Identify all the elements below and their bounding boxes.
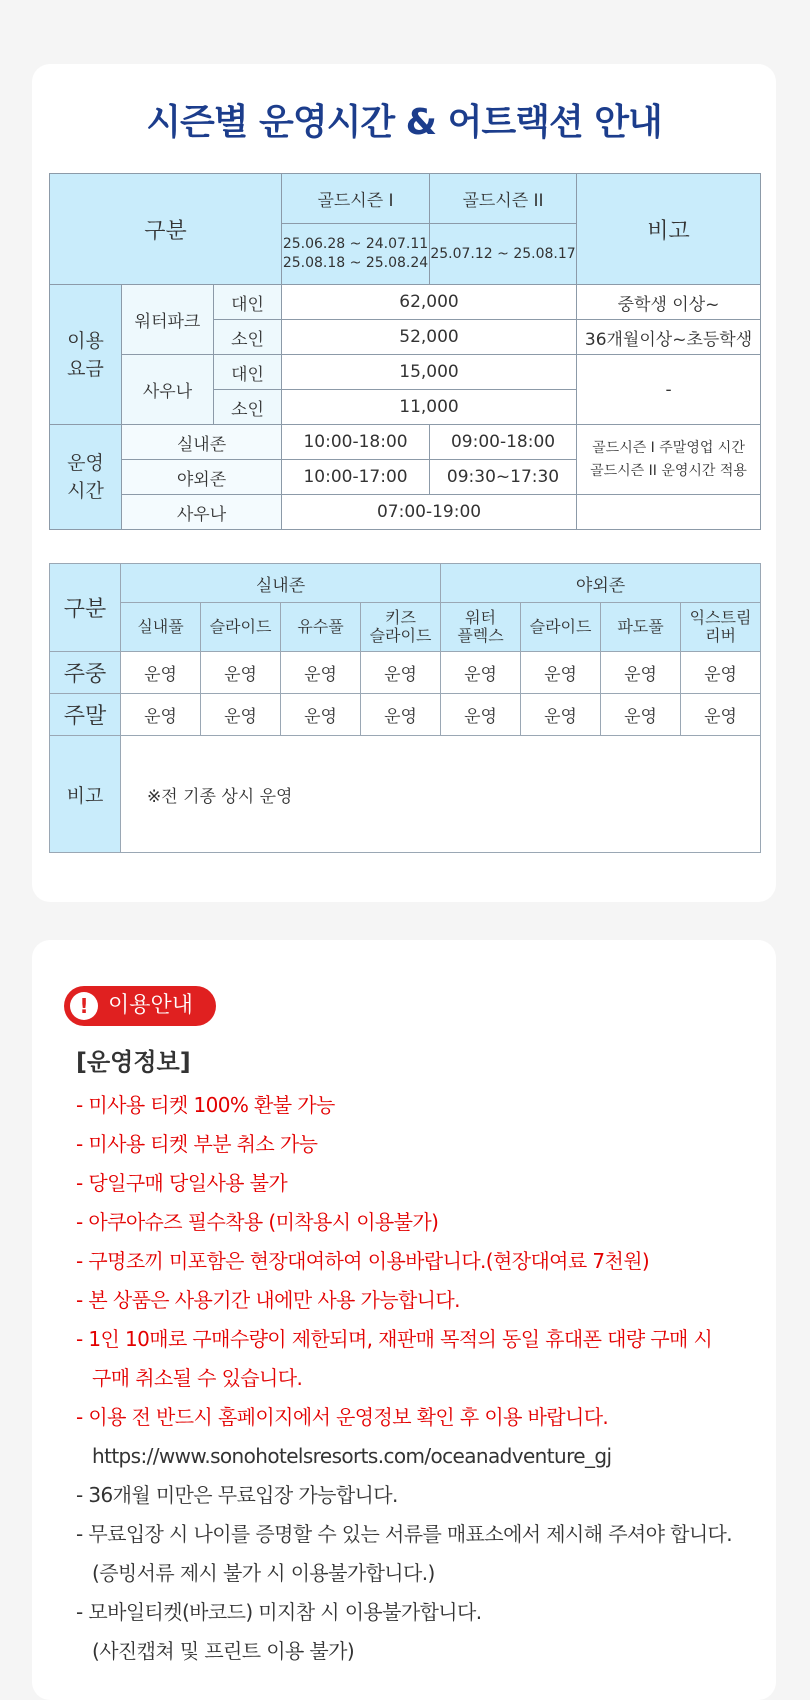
- waterpark-child-price: 52,000: [282, 320, 577, 355]
- fee-label: [50, 285, 122, 425]
- weekend-status: 운영: [441, 694, 521, 736]
- notice-badge-label: 이용안내: [108, 993, 194, 1018]
- weekend-status: 운영: [361, 694, 441, 736]
- indoor-gold2-hours: 09:00-18:00: [430, 425, 577, 460]
- notice-line: (사진캡쳐 및 프린트 이용 불가): [92, 1639, 355, 1663]
- note-adult: 중학생 이상~: [577, 285, 761, 320]
- attraction-bigo-text: ※전 기종 상시 운영: [121, 736, 761, 853]
- weekend-label: 주말: [50, 694, 121, 736]
- attraction-extreme-river: [681, 603, 761, 652]
- sauna-hours: 07:00-19:00: [282, 495, 577, 530]
- fee-label-line-1: 이용: [67, 329, 104, 352]
- exclamation-icon: !: [70, 992, 98, 1020]
- attraction-bigo-label: 비고: [50, 736, 121, 853]
- weekend-status: 운영: [521, 694, 601, 736]
- sauna-label: 사우나: [122, 355, 214, 425]
- gold-season-1-dates: [282, 224, 430, 285]
- header-gubun: 구분: [50, 174, 282, 285]
- sauna-hours-note: [577, 495, 761, 530]
- weekday-status: 운영: [521, 652, 601, 694]
- notice-line: (증빙서류 제시 불가 시 이용불가합니다.): [92, 1561, 435, 1585]
- notice-line: - 이용 전 반드시 홈페이지에서 운영정보 확인 후 이용 바랍니다.: [76, 1405, 609, 1429]
- attraction-name-line-2: 리버: [705, 626, 736, 645]
- attraction-name: 슬라이드: [209, 617, 272, 636]
- weekday-status: 운영: [681, 652, 761, 694]
- attraction-name: 키즈: [385, 608, 416, 627]
- attraction-header-outdoor: 야외존: [441, 564, 761, 603]
- notice-line: https://www.sonohotelsresorts.com/oceanadventure_gj: [92, 1444, 612, 1468]
- weekday-status: 운영: [201, 652, 281, 694]
- waterpark-adult-label: 대인: [214, 285, 282, 320]
- notice-line: - 아쿠아슈즈 필수착용 (미착용시 이용불가): [76, 1210, 439, 1234]
- page-title: 시즌별 운영시간 & 어트랙션 안내: [146, 102, 662, 143]
- operation-note: [577, 425, 761, 495]
- operation-label-line-1: 운영: [67, 452, 104, 474]
- attraction-indoor-slide: [201, 603, 281, 652]
- weekend-status: 운영: [121, 694, 201, 736]
- header-gold-season-2: 골드시즌 II: [430, 174, 577, 224]
- gold-season-1-date-range-2: 25.08.18 ~ 25.08.24: [282, 255, 429, 271]
- attraction-water-flex: [441, 603, 521, 652]
- notice-line: - 구명조끼 미포함은 현장대여하여 이용바랍니다.(현장대여료 7천원): [76, 1249, 650, 1273]
- attraction-name: 워터: [465, 608, 496, 627]
- fee-label-line-2: 요금: [67, 357, 104, 380]
- waterpark-label: 워터파크: [122, 285, 214, 355]
- weekday-status: 운영: [361, 652, 441, 694]
- operation-label: [50, 425, 122, 530]
- operation-note-line-1: 골드시즌 I 주말영업 시간: [592, 439, 745, 456]
- indoor-gold1-hours: 10:00-18:00: [282, 425, 430, 460]
- attraction-name: 익스트림: [689, 608, 752, 627]
- waterpark-adult-price: 62,000: [282, 285, 577, 320]
- attraction-header-indoor: 실내존: [121, 564, 441, 603]
- operation-info-heading: [운영정보]: [76, 1048, 191, 1076]
- notice-line: - 미사용 티켓 부분 취소 가능: [76, 1132, 318, 1156]
- notice-line: - 무료입장 시 나이를 증명할 수 있는 서류를 매표소에서 제시해 주셔야 합니다.: [76, 1522, 733, 1546]
- sauna-adult-label: 대인: [214, 355, 282, 390]
- gold-season-2-dates: 25.07.12 ~ 25.08.17: [430, 224, 577, 285]
- attraction-table: [49, 563, 761, 853]
- notice-line: - 본 상품은 사용기간 내에만 사용 가능합니다.: [76, 1288, 460, 1312]
- operation-label-line-2: 시간: [67, 480, 104, 502]
- sauna-hours-label: 사우나: [122, 495, 282, 530]
- header-bigo: 비고: [577, 174, 761, 285]
- waterpark-child-label: 소인: [214, 320, 282, 355]
- indoor-zone-label: 실내존: [122, 425, 282, 460]
- sauna-adult-price: 15,000: [282, 355, 577, 390]
- weekday-status: 운영: [121, 652, 201, 694]
- attraction-indoor-pool: [121, 603, 201, 652]
- fee-hours-table: [49, 173, 761, 530]
- operation-note-line-2: 골드시즌 II 운영시간 적용: [590, 462, 747, 479]
- weekend-status: 운영: [201, 694, 281, 736]
- outdoor-gold2-hours: 09:30~17:30: [430, 460, 577, 495]
- note-child: 36개월이상~초등학생: [577, 320, 761, 355]
- gold-season-1-date-range-1: 25.06.28 ~ 24.07.11: [282, 236, 429, 252]
- weekend-status: 운영: [681, 694, 761, 736]
- notice-list: [76, 1086, 766, 1671]
- notice-line: - 모바일티켓(바코드) 미지참 시 이용불가합니다.: [76, 1600, 482, 1624]
- season-schedule-card: [32, 64, 776, 902]
- attraction-lazy-river: [281, 603, 361, 652]
- note-sauna: -: [577, 355, 761, 425]
- attraction-name: 파도풀: [617, 617, 664, 636]
- notice-line: - 당일구매 당일사용 불가: [76, 1171, 288, 1195]
- attraction-header-gubun: 구분: [50, 564, 121, 652]
- notice-line: - 미사용 티켓 100% 환불 가능: [76, 1093, 335, 1117]
- notice-line: 구매 취소될 수 있습니다.: [92, 1366, 303, 1390]
- attraction-wave-pool: [601, 603, 681, 652]
- notice-line: - 1인 10매로 구매수량이 제한되며, 재판매 목적의 동일 휴대폰 대량 구매 시: [76, 1327, 713, 1351]
- attraction-name: 슬라이드: [529, 617, 592, 636]
- outdoor-zone-label: 야외존: [122, 460, 282, 495]
- attraction-name: 유수풀: [297, 617, 344, 636]
- sauna-child-label: 소인: [214, 390, 282, 425]
- weekday-label: 주중: [50, 652, 121, 694]
- attraction-name-line-2: 슬라이드: [369, 626, 432, 645]
- header-gold-season-1: 골드시즌 I: [282, 174, 430, 224]
- weekday-status: 운영: [601, 652, 681, 694]
- weekend-status: 운영: [281, 694, 361, 736]
- weekday-status: 운영: [281, 652, 361, 694]
- outdoor-gold1-hours: 10:00-17:00: [282, 460, 430, 495]
- attraction-name-line-2: 플렉스: [457, 626, 504, 645]
- attraction-kids-slide: [361, 603, 441, 652]
- attraction-name: 실내풀: [137, 617, 184, 636]
- notice-line: - 36개월 미만은 무료입장 가능합니다.: [76, 1483, 398, 1507]
- sauna-child-price: 11,000: [282, 390, 577, 425]
- attraction-outdoor-slide: [521, 603, 601, 652]
- notice-card: [32, 940, 776, 1700]
- weekday-status: 운영: [441, 652, 521, 694]
- notice-badge: [64, 986, 216, 1026]
- weekend-status: 운영: [601, 694, 681, 736]
